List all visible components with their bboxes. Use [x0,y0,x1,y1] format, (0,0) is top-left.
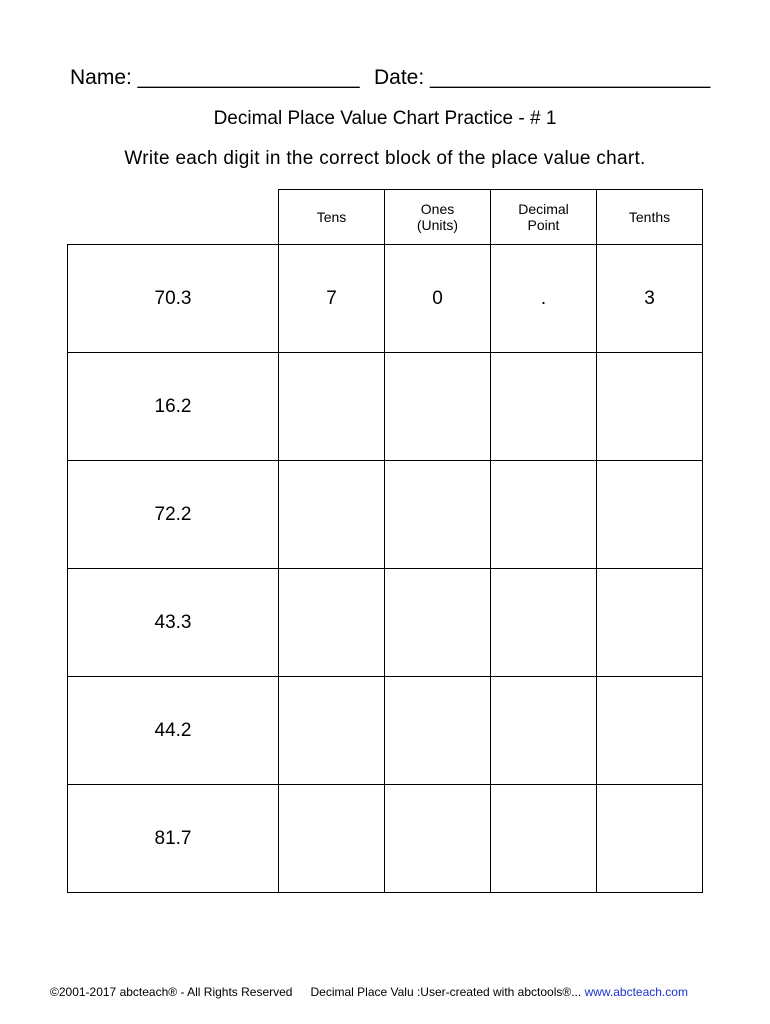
tenths-cell[interactable] [597,353,703,461]
column-header-line: Ones [420,201,455,217]
decimal-point-cell[interactable] [491,785,597,893]
place-value-chart [67,244,703,893]
tenths-cell[interactable] [597,677,703,785]
decimal-point-cell[interactable] [491,569,597,677]
column-header-line: Point [527,217,560,233]
column-header-line: Tenths [628,209,671,225]
column-header-line: Tens [316,209,347,225]
tens-cell[interactable] [279,569,385,677]
decimal-point-cell[interactable]: . [491,245,597,353]
column-header-decimal-point [491,190,597,245]
row-number: 70.3 [68,245,279,353]
table-row [68,569,703,677]
ones-cell[interactable] [385,677,491,785]
worksheet-title: Decimal Place Value Chart Practice - # 1 [213,108,557,129]
date-field-label: Date: ________________________ [374,66,711,89]
tens-cell[interactable] [279,785,385,893]
ones-cell[interactable]: 0 [385,245,491,353]
row-number: 81.7 [68,785,279,893]
table-row [68,677,703,785]
tenths-cell[interactable] [597,461,703,569]
decimal-point-cell[interactable] [491,677,597,785]
column-header-line: (Units) [416,217,459,233]
row-number: 72.2 [68,461,279,569]
tens-cell[interactable] [279,353,385,461]
tenths-cell[interactable] [597,569,703,677]
row-number: 43.3 [68,569,279,677]
tens-cell[interactable]: 7 [279,245,385,353]
worksheet-instruction: Write each digit in the correct block of the place value chart. [124,148,646,169]
table-row [68,785,703,893]
name-field-label: Name: ___________________ [70,66,360,89]
place-value-header [278,189,703,245]
table-row [68,353,703,461]
footer-website-link[interactable]: www.abcteach.com [584,985,688,999]
table-row [68,245,703,353]
ones-cell[interactable] [385,353,491,461]
tens-cell[interactable] [279,461,385,569]
ones-cell[interactable] [385,785,491,893]
page-footer [50,985,688,999]
tenths-cell[interactable] [597,785,703,893]
tens-cell[interactable] [279,677,385,785]
decimal-point-cell[interactable] [491,461,597,569]
decimal-point-cell[interactable] [491,353,597,461]
column-header-ones [385,190,491,245]
ones-cell[interactable] [385,461,491,569]
table-row [68,461,703,569]
row-number: 16.2 [68,353,279,461]
column-header-tenths [597,190,703,245]
tenths-cell[interactable]: 3 [597,245,703,353]
ones-cell[interactable] [385,569,491,677]
footer-credit: Decimal Place Valu :User-created with abctools®... [310,985,582,999]
column-header-line: Decimal [518,201,569,217]
row-number: 44.2 [68,677,279,785]
column-header-tens [279,190,385,245]
footer-copyright: ©2001-2017 abcteach® - All Rights Reserved [50,985,293,999]
